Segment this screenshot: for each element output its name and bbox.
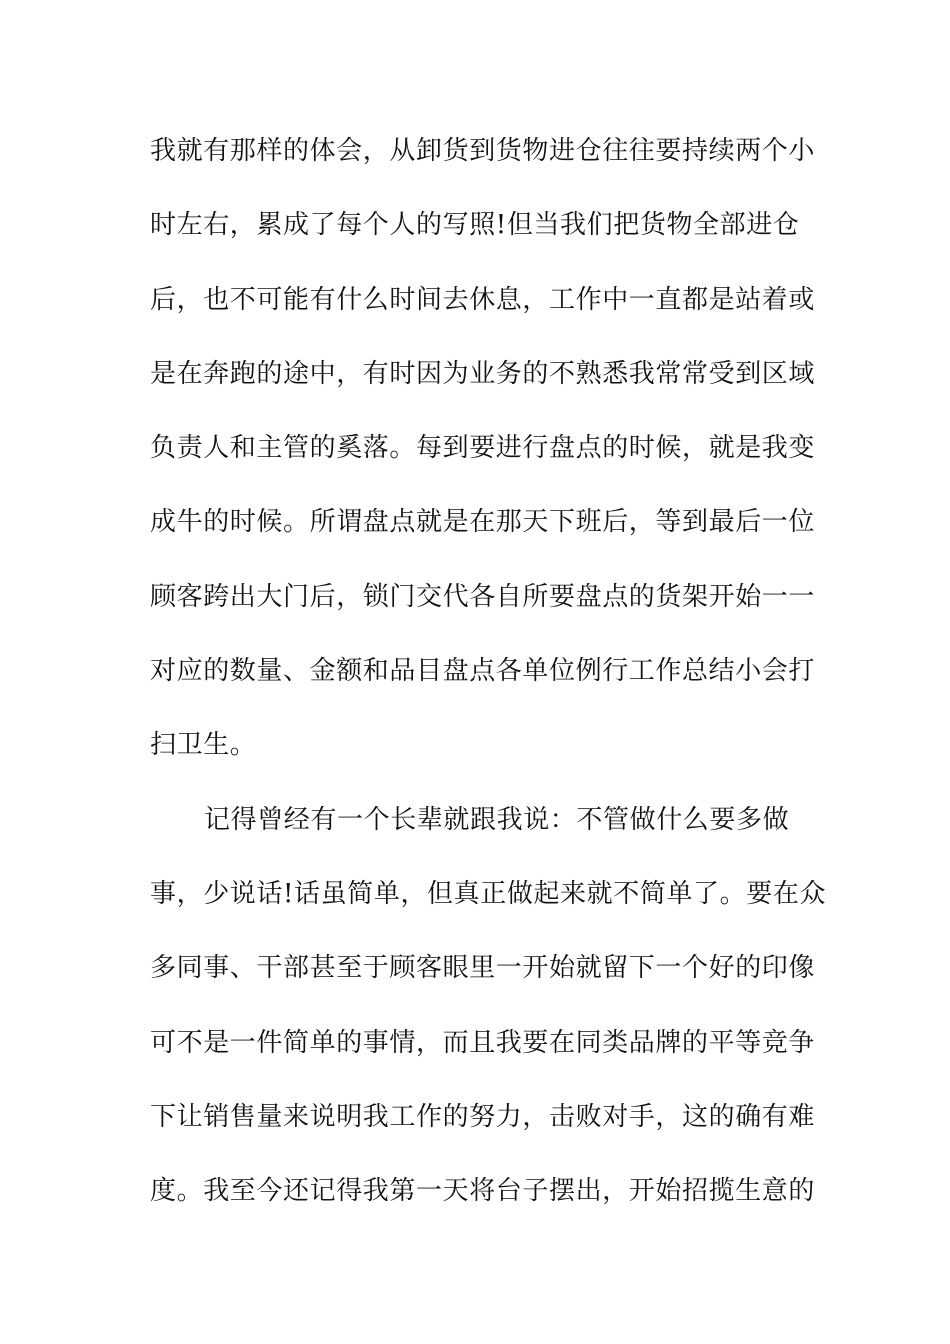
text-line: 顾客跨出大门后，锁门交代各自所要盘点的货架开始一一: [150, 581, 816, 612]
text-line: 时左右，累成了每个人的写照!但当我们把货物全部进仓: [150, 210, 800, 241]
text-line: 我就有那样的体会，从卸货到货物进仓往往要持续两个小: [150, 136, 816, 166]
paragraph: [150, 794, 827, 1240]
text-line: 可不是一件简单的事情，而且我要在同类品牌的平等竞争: [150, 1027, 816, 1058]
text-line: 是在奔跑的途中，有时因为业务的不熟悉我常常受到区域: [150, 358, 816, 389]
text-line: 成牛的时候。所谓盘点就是在那天下班后，等到最后一位: [150, 507, 816, 538]
text-line: 下让销售量来说明我工作的努力，击败对手，这的确有难: [150, 1101, 816, 1132]
text-line: 负责人和主管的奚落。每到要进行盘点的时候，就是我变: [150, 433, 816, 464]
text-line: 对应的数量、金额和品目盘点各单位例行工作总结小会打: [150, 656, 816, 687]
text-line: 扫卫生。: [150, 730, 257, 761]
text-line: 后，也不可能有什么时间去休息，工作中一直都是站着或: [150, 284, 816, 315]
paragraph: [150, 125, 816, 794]
text-line: 多同事、干部甚至于顾客眼里一开始就留下一个好的印像: [150, 953, 816, 984]
text-line: 记得曾经有一个长辈就跟我说：不管做什么要多做: [204, 804, 790, 835]
document-body: [150, 125, 827, 1239]
text-line: 事，少说话!话虽简单，但真正做起来就不简单了。要在众: [150, 878, 827, 909]
text-line: 度。我至今还记得我第一天将台子摆出，开始招揽生意的: [150, 1176, 816, 1207]
